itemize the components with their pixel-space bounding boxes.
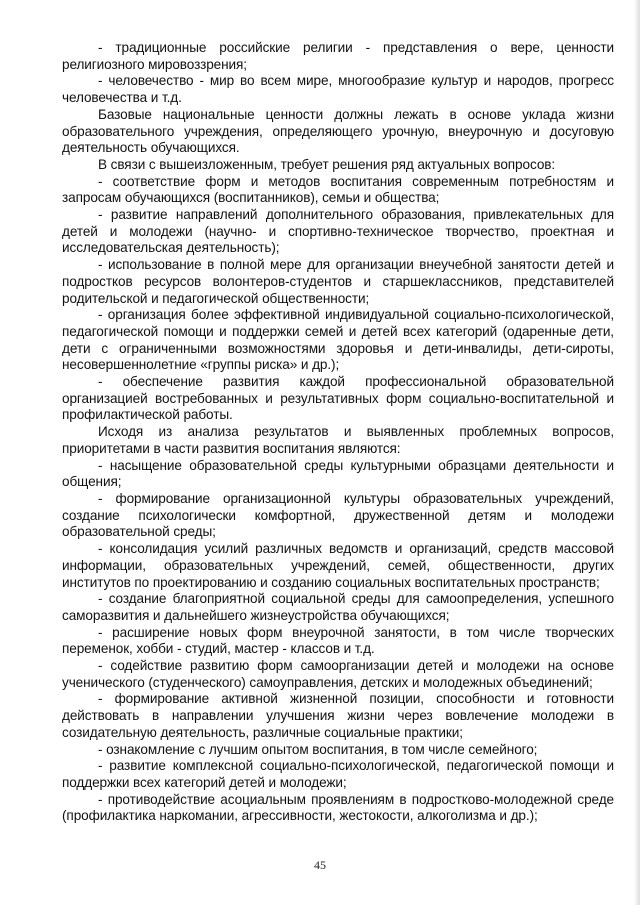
document-body <box>62 40 614 825</box>
paragraph: - человечество - мир во всем мире, многообразие культур и народов, прогресс человечества и т.д. <box>62 73 614 106</box>
paragraph: - использование в полной мере для организации внеучебной занятости детей и подростков ресурсов волонтеров-студентов и старшеклассников, представителей родительской и педагогической общественности; <box>62 257 614 306</box>
paragraph: - ознакомление с лучшим опытом воспитания, в том числе семейного; <box>98 741 538 757</box>
scan-edge <box>634 0 640 905</box>
paragraph: - развитие направлений дополнительного образования, привлекательных для детей и молодежи (научно- и спортивно-техническое творчество, проектная и исследовательская деятельность); <box>62 207 614 256</box>
paragraph: - развитие комплексной социально-психологической, педагогической помощи и поддержки всех категорий детей и молодежи; <box>62 758 614 790</box>
paragraph: В связи с вышеизложенным, требует решения ряд актуальных вопросов: <box>98 156 556 172</box>
paragraph: - традиционные российские религии - представления о вере, ценности религиозного мировоззрения; <box>62 40 614 72</box>
paragraph: - насыщение образовательной среды культурными образцами деятельности и общения; <box>62 457 614 490</box>
page-number: 45 <box>314 858 326 872</box>
paragraph: - создание благоприятной социальной среды для самоопределения, успешного саморазвития и дальнейшего жизнеустройства обучающихся; <box>62 591 614 623</box>
paragraph: Базовые национальные ценности должны лежать в основе уклада жизни образовательного учреждения, определяющего урочную, внеурочную и досуговую деятельность обучающихся. <box>62 106 614 156</box>
paragraph: Исходя из анализа результатов и выявленных проблемных вопросов, приоритетами в части развития воспитания являются: <box>62 424 614 456</box>
paragraph: - организация более эффективной индивидуальной социально-психологической, педагогической помощи и поддержки семей и детей всех категорий (одаренные дети, дети с ограниченными возможностями здоровья и дети-инвалиды, дети-сироты, несовершеннолетние «группы риска» и др.); <box>62 307 614 373</box>
paragraph: - расширение новых форм внеурочной занятости, в том числе творческих переменок, хобби - студий, мастер - классов и т.д. <box>62 624 614 657</box>
paragraph: - формирование активной жизненной позиции, способности и готовности действовать в направлении улучшения жизни через вовлечение молодежи в созидательную деятельность, различные социальные практики; <box>62 691 614 740</box>
paragraph: - формирование организационной культуры образовательных учреждений, создание психологически комфортной, дружественной детям и молодежи образовательной среды; <box>62 490 614 540</box>
paragraph: - обеспечение развития каждой профессиональной образовательной организацией востребованных и результативных форм социально-воспитательной и профилактической работы. <box>62 374 614 423</box>
paragraph: - соответствие форм и методов воспитания современным потребностям и запросам обучающихся (воспитанников), семьи и общества; <box>62 173 614 206</box>
paragraph: - противодействие асоциальным проявлениям в подростково-молодежной среде (профилактика наркомании, агрессивности, жестокости, алкоголизма и др.); <box>62 791 614 824</box>
paragraph: - содействие развитию форм самоорганизации детей и молодежи на основе ученического (студенческого) самоуправления, детских и молодежных объединений; <box>62 658 614 690</box>
paragraph: - консолидация усилий различных ведомств и организаций, средств массовой информации, образовательных учреждений, семей, общественности, других институтов по проектированию и созданию социальных воспитательных пространств; <box>62 541 614 590</box>
